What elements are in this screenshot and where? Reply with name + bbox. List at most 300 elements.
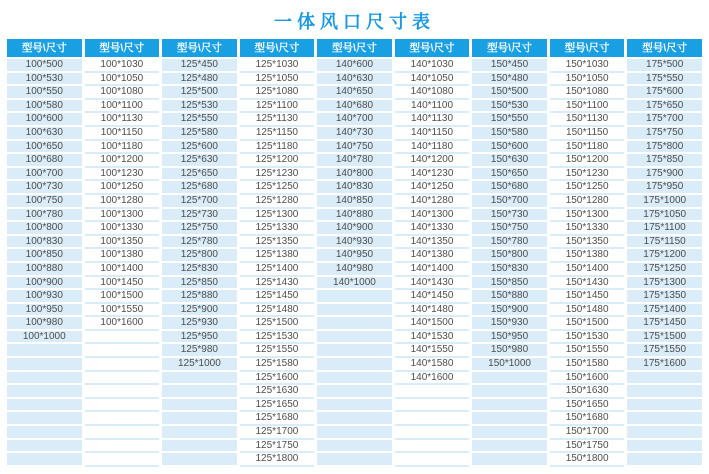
size-cell: 125*880 bbox=[162, 290, 237, 304]
size-cell: 100*1300 bbox=[85, 209, 160, 223]
size-cell: 150*1700 bbox=[550, 426, 625, 440]
size-cell: 150*500 bbox=[472, 86, 547, 100]
size-cell bbox=[317, 426, 392, 440]
size-cell: 125*1680 bbox=[240, 412, 315, 426]
size-cell: 125*780 bbox=[162, 236, 237, 250]
size-cell: 125*1080 bbox=[240, 86, 315, 100]
size-cell: 125*900 bbox=[162, 304, 237, 318]
size-cell: 125*1230 bbox=[240, 168, 315, 182]
size-cell: 150*1800 bbox=[550, 453, 625, 467]
size-cell: 100*830 bbox=[7, 236, 82, 250]
size-cell: 100*1230 bbox=[85, 168, 160, 182]
size-cell: 150*930 bbox=[472, 317, 547, 331]
size-cell: 140*900 bbox=[317, 222, 392, 236]
table-row bbox=[7, 372, 702, 386]
table-row bbox=[7, 399, 702, 413]
size-cell: 100*550 bbox=[7, 86, 82, 100]
table-row bbox=[7, 209, 702, 223]
size-cell bbox=[162, 453, 237, 467]
size-cell bbox=[627, 453, 702, 467]
size-cell: 125*980 bbox=[162, 344, 237, 358]
size-cell: 150*600 bbox=[472, 141, 547, 155]
size-cell bbox=[7, 399, 82, 413]
size-cell: 100*1250 bbox=[85, 181, 160, 195]
table-row bbox=[7, 141, 702, 155]
table-row bbox=[7, 385, 702, 399]
size-cell: 150*680 bbox=[472, 181, 547, 195]
table-row bbox=[7, 317, 702, 331]
size-cell: 100*1550 bbox=[85, 304, 160, 318]
size-cell: 100*1600 bbox=[85, 317, 160, 331]
size-cell: 150*580 bbox=[472, 127, 547, 141]
size-cell: 150*900 bbox=[472, 304, 547, 318]
size-cell: 175*1600 bbox=[627, 358, 702, 372]
size-cell: 125*530 bbox=[162, 100, 237, 114]
size-cell: 150*1550 bbox=[550, 344, 625, 358]
size-cell: 140*1300 bbox=[395, 209, 470, 223]
table-row bbox=[7, 358, 702, 372]
column-header: 型号\尺寸 bbox=[550, 39, 625, 59]
size-cell bbox=[7, 358, 82, 372]
size-cell: 150*1500 bbox=[550, 317, 625, 331]
size-cell: 150*850 bbox=[472, 277, 547, 291]
size-cell: 140*730 bbox=[317, 127, 392, 141]
size-cell: 150*550 bbox=[472, 113, 547, 127]
table-row bbox=[7, 113, 702, 127]
size-cell: 125*1380 bbox=[240, 249, 315, 263]
table-row bbox=[7, 249, 702, 263]
size-cell bbox=[317, 290, 392, 304]
size-cell: 125*800 bbox=[162, 249, 237, 263]
size-cell: 140*1180 bbox=[395, 141, 470, 155]
size-cell: 140*1150 bbox=[395, 127, 470, 141]
size-cell: 100*580 bbox=[7, 100, 82, 114]
size-cell: 125*580 bbox=[162, 127, 237, 141]
size-cell: 140*600 bbox=[317, 59, 392, 73]
size-cell: 150*750 bbox=[472, 222, 547, 236]
table-row bbox=[7, 236, 702, 250]
size-cell: 125*1700 bbox=[240, 426, 315, 440]
page-title: 一体风口尺寸表 bbox=[274, 12, 435, 32]
size-cell: 140*850 bbox=[317, 195, 392, 209]
size-cell: 100*880 bbox=[7, 263, 82, 277]
size-cell: 140*1250 bbox=[395, 181, 470, 195]
size-cell: 100*750 bbox=[7, 195, 82, 209]
size-cell bbox=[472, 426, 547, 440]
size-cell: 150*880 bbox=[472, 290, 547, 304]
size-cell: 125*1450 bbox=[240, 290, 315, 304]
size-cell: 100*1080 bbox=[85, 86, 160, 100]
size-cell: 150*1200 bbox=[550, 154, 625, 168]
size-cell: 125*1030 bbox=[240, 59, 315, 73]
size-cell: 140*1480 bbox=[395, 304, 470, 318]
size-cell: 100*1330 bbox=[85, 222, 160, 236]
size-cell: 140*1400 bbox=[395, 263, 470, 277]
size-cell: 150*1300 bbox=[550, 209, 625, 223]
size-cell: 140*1030 bbox=[395, 59, 470, 73]
size-table-body bbox=[7, 59, 702, 467]
size-cell bbox=[472, 399, 547, 413]
size-cell: 100*1380 bbox=[85, 249, 160, 263]
size-cell: 150*1080 bbox=[550, 86, 625, 100]
size-cell: 100*1450 bbox=[85, 277, 160, 291]
size-cell: 175*850 bbox=[627, 154, 702, 168]
table-row bbox=[7, 59, 702, 73]
size-cell: 125*1530 bbox=[240, 331, 315, 345]
size-cell: 125*1280 bbox=[240, 195, 315, 209]
table-row bbox=[7, 86, 702, 100]
size-cell: 100*530 bbox=[7, 73, 82, 87]
size-cell: 150*1630 bbox=[550, 385, 625, 399]
size-cell: 140*1280 bbox=[395, 195, 470, 209]
size-cell bbox=[85, 331, 160, 345]
size-cell: 150*1480 bbox=[550, 304, 625, 318]
size-cell bbox=[317, 304, 392, 318]
size-cell: 140*880 bbox=[317, 209, 392, 223]
table-row bbox=[7, 195, 702, 209]
column-header: 型号\尺寸 bbox=[317, 39, 392, 59]
size-cell: 150*730 bbox=[472, 209, 547, 223]
size-cell: 140*700 bbox=[317, 113, 392, 127]
table-row bbox=[7, 440, 702, 454]
size-cell bbox=[85, 385, 160, 399]
size-cell: 150*1350 bbox=[550, 236, 625, 250]
size-cell: 140*1080 bbox=[395, 86, 470, 100]
size-cell bbox=[627, 372, 702, 386]
size-cell: 125*1480 bbox=[240, 304, 315, 318]
size-cell: 150*1180 bbox=[550, 141, 625, 155]
size-cell: 125*500 bbox=[162, 86, 237, 100]
table-row bbox=[7, 304, 702, 318]
size-cell: 150*780 bbox=[472, 236, 547, 250]
table-row bbox=[7, 154, 702, 168]
size-cell bbox=[317, 358, 392, 372]
size-cell bbox=[162, 385, 237, 399]
size-cell: 175*1100 bbox=[627, 222, 702, 236]
size-cell bbox=[395, 399, 470, 413]
size-cell: 150*480 bbox=[472, 73, 547, 87]
table-row bbox=[7, 453, 702, 467]
size-cell: 175*700 bbox=[627, 113, 702, 127]
size-cell: 150*1250 bbox=[550, 181, 625, 195]
table-row bbox=[7, 277, 702, 291]
size-cell: 100*1050 bbox=[85, 73, 160, 87]
size-cell: 100*950 bbox=[7, 304, 82, 318]
size-cell: 140*650 bbox=[317, 86, 392, 100]
size-cell: 125*1180 bbox=[240, 141, 315, 155]
size-cell: 125*1130 bbox=[240, 113, 315, 127]
size-cell bbox=[627, 399, 702, 413]
size-table-head-row bbox=[7, 39, 702, 59]
size-cell: 175*1200 bbox=[627, 249, 702, 263]
size-cell: 150*1050 bbox=[550, 73, 625, 87]
size-cell: 140*1130 bbox=[395, 113, 470, 127]
size-cell: 150*1000 bbox=[472, 358, 547, 372]
size-cell: 175*800 bbox=[627, 141, 702, 155]
size-cell bbox=[85, 440, 160, 454]
size-cell: 125*1300 bbox=[240, 209, 315, 223]
size-cell: 140*930 bbox=[317, 236, 392, 250]
size-cell: 100*1500 bbox=[85, 290, 160, 304]
size-cell bbox=[627, 440, 702, 454]
size-cell: 100*780 bbox=[7, 209, 82, 223]
size-cell: 175*750 bbox=[627, 127, 702, 141]
size-cell: 150*980 bbox=[472, 344, 547, 358]
size-cell bbox=[162, 372, 237, 386]
size-cell: 100*630 bbox=[7, 127, 82, 141]
size-cell: 150*700 bbox=[472, 195, 547, 209]
size-cell: 175*1250 bbox=[627, 263, 702, 277]
size-cell bbox=[85, 412, 160, 426]
size-cell: 175*1450 bbox=[627, 317, 702, 331]
size-cell: 140*1000 bbox=[317, 277, 392, 291]
size-cell: 100*850 bbox=[7, 249, 82, 263]
size-cell: 150*1130 bbox=[550, 113, 625, 127]
size-cell: 125*850 bbox=[162, 277, 237, 291]
size-cell: 175*900 bbox=[627, 168, 702, 182]
size-cell: 150*450 bbox=[472, 59, 547, 73]
size-cell: 150*1400 bbox=[550, 263, 625, 277]
size-cell: 150*1750 bbox=[550, 440, 625, 454]
size-cell: 125*950 bbox=[162, 331, 237, 345]
size-cell: 175*950 bbox=[627, 181, 702, 195]
size-cell: 175*600 bbox=[627, 86, 702, 100]
size-cell: 150*800 bbox=[472, 249, 547, 263]
size-cell: 100*1030 bbox=[85, 59, 160, 73]
size-cell bbox=[395, 385, 470, 399]
size-cell: 100*700 bbox=[7, 168, 82, 182]
size-cell bbox=[85, 344, 160, 358]
size-cell: 125*1000 bbox=[162, 358, 237, 372]
size-cell: 140*1050 bbox=[395, 73, 470, 87]
size-cell bbox=[317, 399, 392, 413]
size-cell: 125*1430 bbox=[240, 277, 315, 291]
size-cell: 125*1400 bbox=[240, 263, 315, 277]
size-cell: 140*1600 bbox=[395, 372, 470, 386]
size-cell bbox=[395, 440, 470, 454]
column-header: 型号\尺寸 bbox=[85, 39, 160, 59]
size-cell: 140*1380 bbox=[395, 249, 470, 263]
size-cell: 125*1630 bbox=[240, 385, 315, 399]
size-cell: 100*1000 bbox=[7, 331, 82, 345]
table-row bbox=[7, 290, 702, 304]
size-cell: 125*650 bbox=[162, 168, 237, 182]
column-header: 型号\尺寸 bbox=[472, 39, 547, 59]
size-cell bbox=[317, 453, 392, 467]
size-cell bbox=[162, 412, 237, 426]
size-cell: 150*650 bbox=[472, 168, 547, 182]
size-cell: 100*730 bbox=[7, 181, 82, 195]
table-row bbox=[7, 127, 702, 141]
size-cell: 125*1150 bbox=[240, 127, 315, 141]
size-cell: 100*500 bbox=[7, 59, 82, 73]
table-row bbox=[7, 100, 702, 114]
size-cell: 140*750 bbox=[317, 141, 392, 155]
size-cell: 125*630 bbox=[162, 154, 237, 168]
table-row bbox=[7, 222, 702, 236]
column-header: 型号\尺寸 bbox=[395, 39, 470, 59]
size-cell: 150*1230 bbox=[550, 168, 625, 182]
size-cell: 175*550 bbox=[627, 73, 702, 87]
size-cell: 140*780 bbox=[317, 154, 392, 168]
size-cell bbox=[7, 385, 82, 399]
size-cell: 125*1330 bbox=[240, 222, 315, 236]
size-cell: 100*900 bbox=[7, 277, 82, 291]
table-row bbox=[7, 181, 702, 195]
size-cell: 125*1550 bbox=[240, 344, 315, 358]
size-cell bbox=[7, 440, 82, 454]
size-cell: 125*930 bbox=[162, 317, 237, 331]
size-cell bbox=[7, 344, 82, 358]
size-cell bbox=[627, 426, 702, 440]
size-cell: 125*1200 bbox=[240, 154, 315, 168]
size-cell bbox=[85, 358, 160, 372]
size-cell: 175*1500 bbox=[627, 331, 702, 345]
size-cell: 140*980 bbox=[317, 263, 392, 277]
size-cell bbox=[317, 385, 392, 399]
size-cell bbox=[472, 453, 547, 467]
size-cell: 150*1580 bbox=[550, 358, 625, 372]
table-row bbox=[7, 344, 702, 358]
size-cell: 125*1800 bbox=[240, 453, 315, 467]
size-cell: 100*1180 bbox=[85, 141, 160, 155]
column-header: 型号\尺寸 bbox=[240, 39, 315, 59]
size-cell: 175*1350 bbox=[627, 290, 702, 304]
size-cell bbox=[162, 440, 237, 454]
size-cell: 150*1530 bbox=[550, 331, 625, 345]
size-cell: 125*680 bbox=[162, 181, 237, 195]
size-cell bbox=[85, 372, 160, 386]
size-cell: 150*950 bbox=[472, 331, 547, 345]
size-cell: 150*1150 bbox=[550, 127, 625, 141]
size-cell bbox=[317, 331, 392, 345]
size-cell bbox=[85, 399, 160, 413]
size-cell: 125*600 bbox=[162, 141, 237, 155]
size-cell: 150*1030 bbox=[550, 59, 625, 73]
column-header: 型号\尺寸 bbox=[162, 39, 237, 59]
size-cell: 125*450 bbox=[162, 59, 237, 73]
size-cell: 100*800 bbox=[7, 222, 82, 236]
size-cell: 125*750 bbox=[162, 222, 237, 236]
size-cell: 125*1350 bbox=[240, 236, 315, 250]
size-cell: 125*1750 bbox=[240, 440, 315, 454]
size-cell: 140*1530 bbox=[395, 331, 470, 345]
size-cell: 150*1100 bbox=[550, 100, 625, 114]
size-cell: 140*1330 bbox=[395, 222, 470, 236]
size-cell: 140*1430 bbox=[395, 277, 470, 291]
size-cell bbox=[395, 412, 470, 426]
size-cell: 140*1230 bbox=[395, 168, 470, 182]
size-cell bbox=[472, 385, 547, 399]
size-cell bbox=[7, 372, 82, 386]
size-cell: 150*1280 bbox=[550, 195, 625, 209]
size-cell bbox=[85, 426, 160, 440]
size-cell: 150*1330 bbox=[550, 222, 625, 236]
size-cell: 125*1500 bbox=[240, 317, 315, 331]
size-cell bbox=[627, 385, 702, 399]
size-cell: 125*1650 bbox=[240, 399, 315, 413]
size-cell bbox=[85, 453, 160, 467]
size-cell: 150*1600 bbox=[550, 372, 625, 386]
size-cell: 125*1050 bbox=[240, 73, 315, 87]
size-cell bbox=[162, 426, 237, 440]
size-cell: 100*1280 bbox=[85, 195, 160, 209]
table-row bbox=[7, 73, 702, 87]
column-header: 型号\尺寸 bbox=[7, 39, 82, 59]
size-cell: 150*1650 bbox=[550, 399, 625, 413]
size-cell: 140*1450 bbox=[395, 290, 470, 304]
size-cell bbox=[317, 372, 392, 386]
size-cell: 175*1000 bbox=[627, 195, 702, 209]
size-cell: 150*1380 bbox=[550, 249, 625, 263]
size-cell: 175*650 bbox=[627, 100, 702, 114]
size-cell: 175*1400 bbox=[627, 304, 702, 318]
size-table bbox=[4, 39, 705, 467]
size-cell: 100*1100 bbox=[85, 100, 160, 114]
size-cell: 175*1550 bbox=[627, 344, 702, 358]
column-header: 型号\尺寸 bbox=[627, 39, 702, 59]
size-cell: 125*550 bbox=[162, 113, 237, 127]
size-cell: 150*1430 bbox=[550, 277, 625, 291]
size-cell: 100*1350 bbox=[85, 236, 160, 250]
size-cell: 175*500 bbox=[627, 59, 702, 73]
size-cell: 140*800 bbox=[317, 168, 392, 182]
size-cell: 140*680 bbox=[317, 100, 392, 114]
size-cell bbox=[317, 412, 392, 426]
size-cell bbox=[317, 344, 392, 358]
size-cell bbox=[472, 440, 547, 454]
size-cell: 175*1150 bbox=[627, 236, 702, 250]
size-cell: 125*1100 bbox=[240, 100, 315, 114]
size-cell: 125*730 bbox=[162, 209, 237, 223]
size-cell: 100*1400 bbox=[85, 263, 160, 277]
size-cell bbox=[395, 453, 470, 467]
size-cell: 140*1100 bbox=[395, 100, 470, 114]
size-cell: 100*980 bbox=[7, 317, 82, 331]
size-cell: 140*950 bbox=[317, 249, 392, 263]
size-cell: 140*1350 bbox=[395, 236, 470, 250]
size-cell: 140*1500 bbox=[395, 317, 470, 331]
size-cell: 140*630 bbox=[317, 73, 392, 87]
size-cell: 150*830 bbox=[472, 263, 547, 277]
size-cell bbox=[317, 317, 392, 331]
size-cell: 100*930 bbox=[7, 290, 82, 304]
size-cell bbox=[7, 412, 82, 426]
size-cell bbox=[7, 426, 82, 440]
size-cell: 125*1600 bbox=[240, 372, 315, 386]
size-cell: 100*1200 bbox=[85, 154, 160, 168]
size-table-head bbox=[7, 39, 702, 59]
table-row bbox=[7, 263, 702, 277]
table-row bbox=[7, 426, 702, 440]
size-cell bbox=[627, 412, 702, 426]
size-cell bbox=[472, 372, 547, 386]
size-cell: 140*1550 bbox=[395, 344, 470, 358]
size-cell: 150*530 bbox=[472, 100, 547, 114]
table-row bbox=[7, 412, 702, 426]
size-cell: 100*1130 bbox=[85, 113, 160, 127]
size-cell: 140*1580 bbox=[395, 358, 470, 372]
size-cell bbox=[162, 399, 237, 413]
size-cell: 175*1050 bbox=[627, 209, 702, 223]
size-cell: 125*830 bbox=[162, 263, 237, 277]
size-cell: 100*680 bbox=[7, 154, 82, 168]
size-cell: 175*1300 bbox=[627, 277, 702, 291]
size-cell bbox=[7, 453, 82, 467]
size-cell: 150*1450 bbox=[550, 290, 625, 304]
size-cell bbox=[317, 440, 392, 454]
size-cell bbox=[472, 412, 547, 426]
